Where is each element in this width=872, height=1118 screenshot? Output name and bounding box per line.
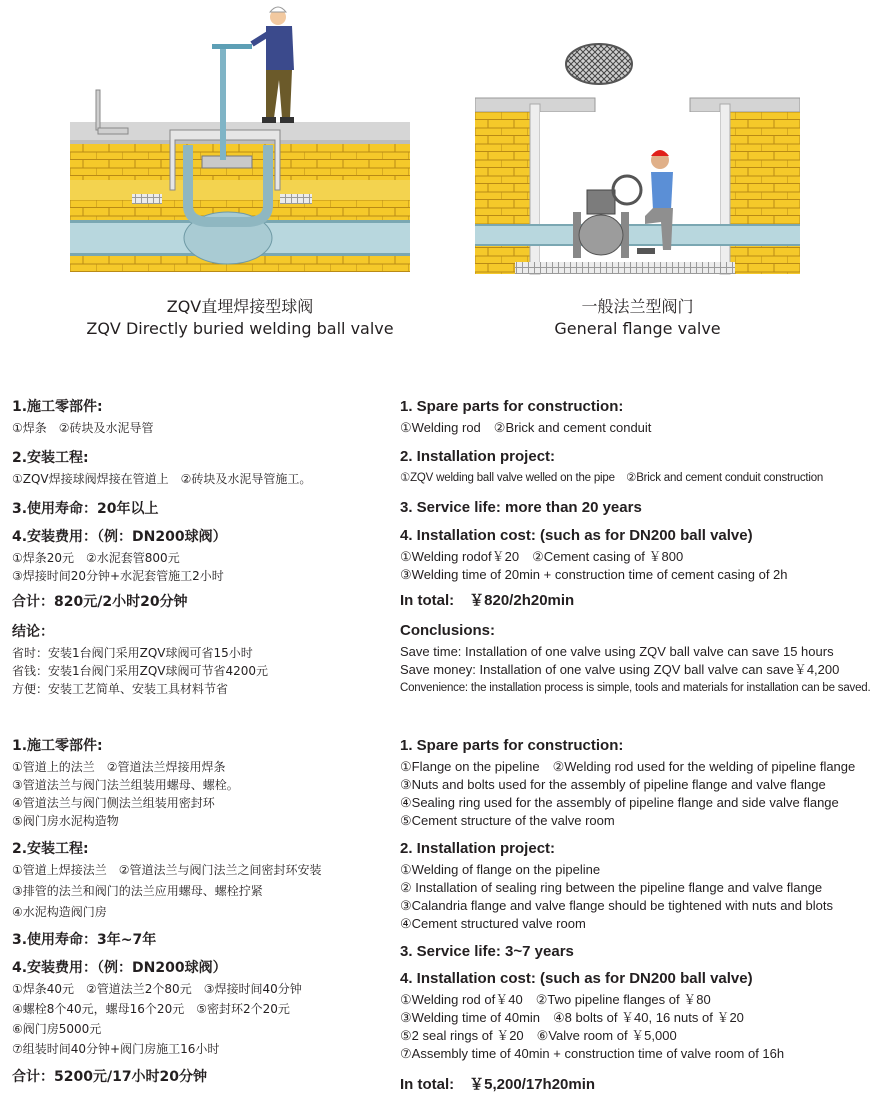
zqv-buried-valve-illustration xyxy=(70,0,410,275)
section-heading: 3. Service life: 3~7 years xyxy=(400,943,574,960)
flange-caption-en: General flange valve xyxy=(554,319,721,338)
text-line: ④Sealing ring used for the assembly of pipeline flange and side valve flange xyxy=(400,795,839,810)
total-line: In total: ￥820/2h20min xyxy=(400,592,575,609)
section-heading: 1.施工零部件: xyxy=(12,738,103,754)
section-heading: 3. Service life: more than 20 years xyxy=(400,499,642,516)
text-line: ⑦Assembly time of 40min + construction time of valve room of 16h xyxy=(400,1046,785,1061)
text-line: ④Cement structured valve room xyxy=(400,916,586,931)
text-line: ①管道上焊接法兰 ②管道法兰与阀门法兰之间密封环安装 xyxy=(12,863,322,877)
section-heading: 1. Spare parts for construction: xyxy=(400,737,624,754)
text-line: ①ZQV焊接球阀焊接在管道上 ②砖块及水泥导管施工。 xyxy=(12,472,312,486)
section-heading: 4.安装费用：（例：DN200球阀） xyxy=(12,960,227,976)
flange-caption xyxy=(475,296,800,340)
text-line: ①焊条 ②砖块及水泥导管 xyxy=(12,421,154,435)
section-heading: 2. Installation project: xyxy=(400,448,556,465)
text-line: ①ZQV welding ball valve welled on the pipe ②Brick and cement conduit construction xyxy=(400,472,824,484)
total-line: 合计：820元/2小时20分钟 xyxy=(12,594,188,610)
text-line: ⑥阀门房5000元 xyxy=(12,1022,102,1036)
zqv-caption-cn: ZQV直埋焊接型球阀 xyxy=(166,297,314,316)
text-line: 方便：安装工艺简单、安装工具材料节省 xyxy=(12,682,229,696)
section-heading: 1. Spare parts for construction: xyxy=(400,398,624,415)
text-line: ①管道上的法兰 ②管道法兰焊接用焊条 xyxy=(12,760,226,774)
section-heading: 1.施工零部件: xyxy=(12,399,103,415)
text-line: ④管道法兰与阀门侧法兰组装用密封环 xyxy=(12,796,215,810)
text-line: ③Welding time of 40min ④8 bolts of ￥40, 16 nuts of ￥20 xyxy=(400,1010,744,1025)
text-line: ⑤Cement structure of the valve room xyxy=(400,813,615,828)
text-line: ③焊接时间20分钟+水泥套管施工2小时 xyxy=(12,569,224,583)
text-line: ⑤阀门房水泥构造物 xyxy=(12,814,119,828)
zqv-en-block xyxy=(400,398,871,697)
text-line: ①Welding of flange on the pipeline xyxy=(400,862,601,877)
text-line: ③Welding time of 20min + construction time of cement casing of 2h xyxy=(400,567,788,582)
zqv-caption-en: ZQV Directly buried welding ball valve xyxy=(86,319,394,338)
flange-en-block xyxy=(400,737,866,1094)
text-line: 省时：安装1台阀门采用ZQV球阀可省15小时 xyxy=(12,646,253,660)
flange-cn-block xyxy=(12,737,392,1086)
section-heading: 3.使用寿命：20年以上 xyxy=(12,501,159,517)
text-line: ⑤2 seal rings of ￥20 ⑥Valve room of ￥5,000 xyxy=(400,1028,677,1043)
text-line: ② Installation of sealing ring between the pipeline flange and valve flange xyxy=(400,880,823,895)
flange-caption-cn: 一般法兰型阀门 xyxy=(581,297,694,316)
section-heading: 4.安装费用：（例：DN200球阀） xyxy=(12,529,227,545)
section-heading: 2.安装工程: xyxy=(12,841,89,857)
text-line: 省钱：安装1台阀门采用ZQV球阀可节省4200元 xyxy=(12,664,269,678)
section-heading: 2.安装工程: xyxy=(12,450,89,466)
text-line: Convenience: the installation process is simple, tools and materials for installation can be saved. xyxy=(400,682,871,694)
text-line: Save time: Installation of one valve using ZQV ball valve can save 15 hours xyxy=(400,644,834,659)
text-line: ④螺栓8个40元，螺母16个20元 ⑤密封环2个20元 xyxy=(12,1002,290,1016)
text-line: ⑦组装时间40分钟+阀门房施工16小时 xyxy=(12,1042,220,1056)
total-line: 合计：5200元/17小时20分钟 xyxy=(12,1069,208,1085)
text-line: ①Flange on the pipeline ②Welding rod used for the welding of pipeline flange xyxy=(400,759,856,774)
conclusion-heading: 结论： xyxy=(12,624,54,640)
conclusion-heading: Conclusions: xyxy=(400,622,496,639)
text-line: ①Welding rod ②Brick and cement conduit xyxy=(400,420,652,435)
text-line: ①焊条20元 ②水泥套管800元 xyxy=(12,551,180,565)
text-line: Save money: Installation of one valve using ZQV ball valve can save￥4,200 xyxy=(400,662,840,677)
text-line: ③Nuts and bolts used for the assembly of pipeline flange and valve flange xyxy=(400,777,826,792)
section-heading: 3.使用寿命：3年~7年 xyxy=(12,932,157,948)
text-line: ③排管的法兰和阀门的法兰应用螺母、螺栓拧紧 xyxy=(12,884,263,898)
section-heading: 2. Installation project: xyxy=(400,840,556,857)
text-line: ④水泥构造阀门房 xyxy=(12,905,107,919)
zqv-caption xyxy=(70,296,410,340)
text-line: ①焊条40元 ②管道法兰2个80元 ③焊接时间40分钟 xyxy=(12,982,302,996)
flange-valve-illustration xyxy=(475,40,800,280)
text-line: ①Welding rod of￥40 ②Two pipeline flanges of ￥80 xyxy=(400,992,711,1007)
section-heading: 4. Installation cost: (such as for DN200 ball valve) xyxy=(400,970,753,987)
section-heading: 4. Installation cost: (such as for DN200 ball valve) xyxy=(400,527,753,544)
text-line: ③管道法兰与阀门法兰组装用螺母、螺栓。 xyxy=(12,778,239,792)
text-line: ①Welding rodof￥20 ②Cement casing of ￥800 xyxy=(400,549,684,564)
total-line: In total: ￥5,200/17h20min xyxy=(400,1076,596,1093)
text-line: ③Calandria flange and valve flange should be tightened with nuts and blots xyxy=(400,898,834,913)
zqv-cn-block xyxy=(12,398,392,698)
